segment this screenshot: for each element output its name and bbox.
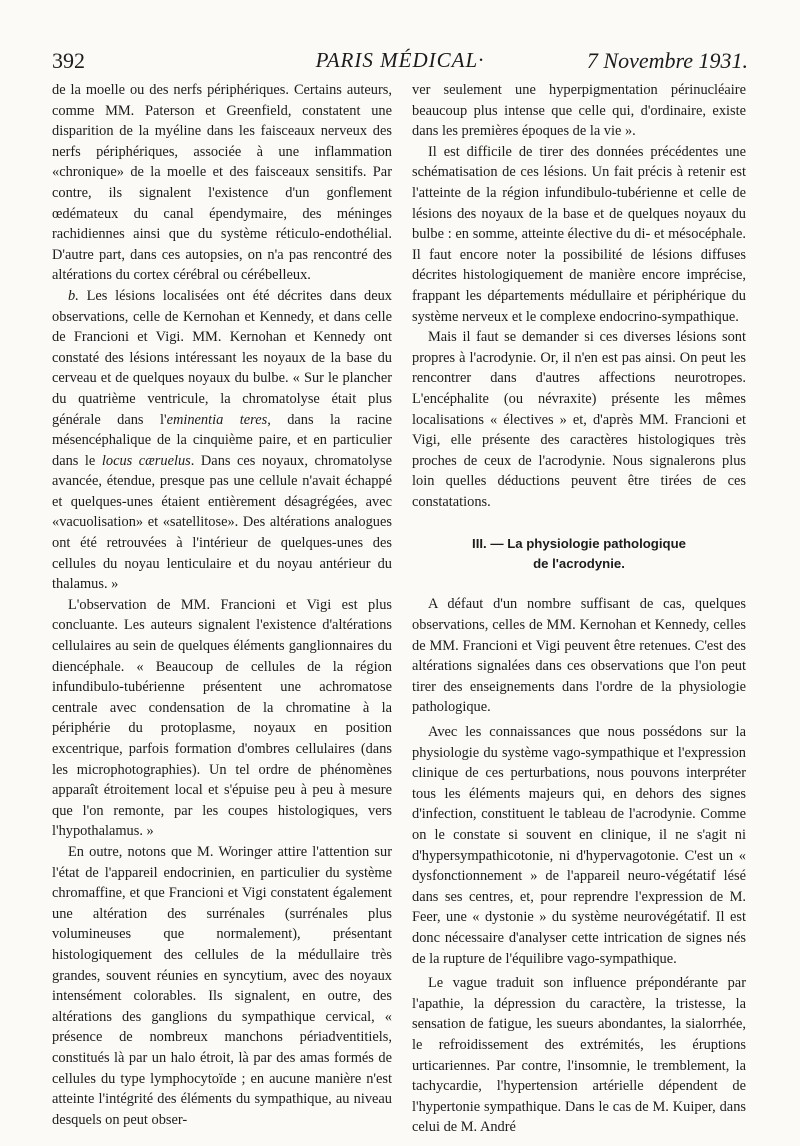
latin-term: locus cæruelus: [101, 452, 191, 469]
paragraph: Il est difficile de tirer des données précédentes une schématisation de ces lésions. Un fait précis à retenir est l'atteinte de la région infundibulo-tubérienne et celle de lésions des noyaux de la base et de quelques noyaux du bulbe : en somme, atteinte élective du di- et mésocéphale. Il faut encore noter la possibilité de lésions diffuses décrites histologiquement de manière encore imprécise, frappant les départements médullaire et périphérique du système nerveux et le complexe endocrino-sympathique.: [412, 143, 746, 325]
page-number: 392: [52, 48, 85, 73]
item-label: b.: [68, 287, 79, 304]
paragraph: A défaut d'un nombre suffisant de cas, quelques observations, celles de MM. Kernohan et Kennedy, celles de MM. Francioni et Vigi peuvent être retenues. C'est des altérations signalées dans ces observations que l'on peut tirer des enseignements dans l'ordre de la physiologie pathologique.: [412, 596, 746, 716]
paragraph: de la moelle ou des nerfs périphériques. Certains auteurs, comme MM. Paterson et Greenfield, constatent une disparition de la myéline dans les faisceaux nerveux des nerfs périphériques, associée à une inflammation «chronique» de la moelle et des faisceaux sensitifs. Par contre, ils signalent l'existence d'un gonflement œdémateux du canal épendymaire, des méninges rachidiennes ainsi que du système réticulo-endothélial. D'autre part, dans ces autopsies, on n'a pas rencontré des altérations du cortex cérébral ou cérébelleux.: [52, 82, 392, 284]
paragraph: L'observation de MM. Francioni et Vigi est plus concluante. Les auteurs signalent l'existence d'altérations cellulaires au sein de quelques éléments ganglionnaires du diencéphale. « Beaucoup de cellules de la région infundibulo-tubérienne présentent une achromatose centrale avec condensation de la chromatine à la périphérie du protoplasme, noyaux en position excentrique, parfois formation d'ombres cellulaires (dans les microphotographies). Un tel ordre de phénomènes apparaît étroitement local et s'épuise peu à peu à mesure que l'on remonte, par les coupes histologiques, vers l'hypothalamus. »: [52, 596, 392, 840]
left-column: [52, 80, 392, 1130]
paragraph: Avec les connaissances que nous possédons sur la physiologie du système vago-sympathique et l'expression clinique de ces perturbations, nous pouvons interpréter tous les éléments majeurs qui, en dehors des signes d'infection, constituent le tableau de l'acrodynie. Comme on le constate si souvent en clinique, il ne s'agit ni d'hypersympathicotonie, ni d'hypervagotonie. C'est un « dysfonctionnement » de l'appareil neuro-végétatif lésé dans ses centres, et, pour reprendre l'expression de M. Feer, une « dystonie » du système neurovégétatif. Il est donc nécessaire d'analyser cette intrication de signes nés de la rupture de l'équilibre vago-sympathique.: [412, 724, 746, 967]
journal-title: PARIS MÉDICAL·: [315, 48, 485, 72]
paragraph: En outre, notons que M. Woringer attire l'attention sur l'état de l'appareil endocrinien, en particulier du système chromaffine, et que Francioni et Vigi constatent également une altération des surrénales (surrénales plus volumineuses que normalement), présentant histologiquement des cellules de la médullaire très grandes, souvent réunies en syncytium, avec des noyaux intensément colorables. Ils signalent, en outre, des altérations des ganglions du sympathique cervical, « présence de nombreux manchons périadventitiels, constitués là par un halo étroit, là par des amas formés de cellules du type lymphocytoïde ; en aucune manière n'est atteinte l'intégrité des éléments du sympathique, au niveau desquels on peut obser-: [52, 843, 392, 1128]
text-span: . Dans ces noyaux, chromatolyse avancée, étendue, presque pas une cellule n'avait échappé et quelques-unes étaient entièrement désagrégées, avec «vacuolisation» et «satellitose». Des altérations analogues ont été retrouvées à l'intérieur de quelques-unes des cellules du noyau lenticulaire et du noyau antérieur du thalamus. »: [52, 452, 392, 593]
text-span: Les lésions localisées ont été décrites dans deux observations, celle de Kernohan et Kennedy, et dans celle de Francioni et Vigi. MM. Kernohan et Kennedy ont constaté des lésions intéressant les noyaux de la base du cerveau et de quelques noyaux du bulbe. « Sur le plancher du quatrième ventricule, la chromatolyse était plus générale dans l': [52, 287, 392, 428]
section-heading-line: III. — La physiologie pathologique: [472, 536, 686, 552]
paragraph: ver seulement une hyperpigmentation périnucléaire beaucoup plus intense que celle qui, d'ordinaire, existe dans les premières époques de la vie ».: [412, 82, 746, 140]
paragraph: [52, 286, 392, 595]
text-span: , dans la racine mésencéphalique de la cinquième paire, et en particulier dans le: [52, 411, 392, 469]
paragraph: Mais il faut se demander si ces diverses lésions sont propres à l'acrodynie. Or, il n'en est pas ainsi. On peut les rencontrer dans d'autres affections neurotropes. L'encéphalite (ou névraxite) présente les mêmes localisations « électives » et, d'après MM. Francioni et Vigi, elle présente des caractères histologiques très proches de ceux de l'acrodynie. Nous signalerons plus loin quelles déductions peuvent être tirées de ces constatations.: [412, 329, 746, 510]
right-column: [412, 80, 746, 1138]
latin-term: eminentia teres: [166, 411, 268, 428]
section-heading-line: de l'acrodynie.: [533, 556, 625, 572]
issue-date: 7 Novembre 1931.: [586, 48, 748, 73]
paragraph: Le vague traduit son influence prépondérante par l'apathie, la dépression du caractère, la tristesse, la sensation de fatigue, les sueurs abondantes, la sialorrhée, le refroidissement des extrémités, les éruptions urticariennes. Par contre, l'insomnie, le tremblement, la tachycardie, l'hypertension artérielle dépendent de l'hypertonie sympathique. Dans le cas de M. Kuiper, dans celui de M. André: [412, 975, 746, 1136]
section-heading: [412, 534, 746, 574]
page-header: [52, 48, 748, 78]
